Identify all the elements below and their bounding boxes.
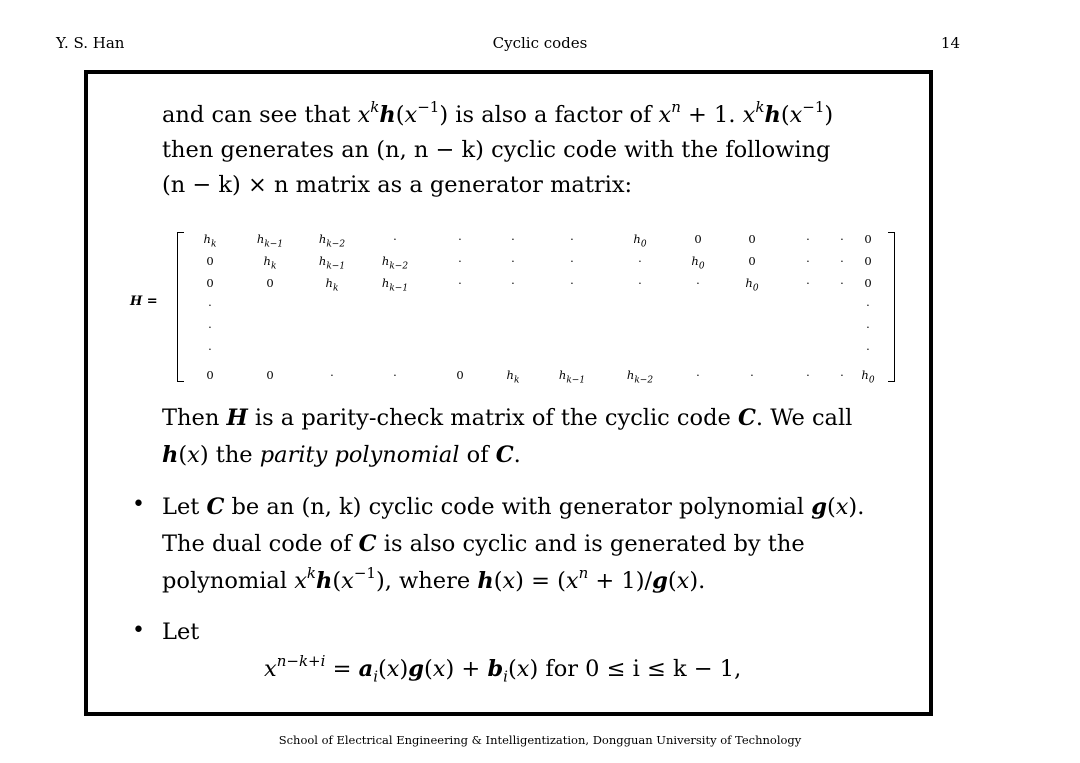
matrix-cell: 0 <box>266 276 274 290</box>
matrix-label: H = <box>130 294 158 309</box>
matrix-cell: $h_{k-2}$ <box>626 368 654 386</box>
bullet-icon: • <box>132 492 145 517</box>
footer-affiliation: School of Electrical Engineering & Intelligentization, Dongguan University of Technology <box>278 733 802 747</box>
matrix-row <box>190 232 890 254</box>
matrix-cell: · <box>511 276 515 290</box>
matrix-cell: · <box>750 368 754 382</box>
matrix-cell: $h_0$ <box>633 232 647 250</box>
bullet-2-formula: $x^{n-k+i} = a_i(x)g(x) + b_i(x)$ for 0 ≤ i ≤ k − 1, <box>264 651 742 686</box>
matrix-cell: 0 <box>206 254 214 268</box>
matrix-cell: · <box>638 276 642 290</box>
matrix-cell: 0 <box>864 276 872 290</box>
matrix-cell: $h_k$ <box>325 276 339 294</box>
matrix-cell: $h_{k-1}$ <box>381 276 409 294</box>
after-matrix-paragraph <box>162 400 902 474</box>
matrix-row <box>190 254 890 276</box>
bullet-1-text <box>162 489 902 600</box>
matrix-cell: · <box>840 232 844 246</box>
matrix-cell: · <box>511 232 515 246</box>
matrix-cell: · <box>208 342 212 356</box>
matrix-cell: · <box>458 276 462 290</box>
matrix-cell: $h_{k-1}$ <box>318 254 346 272</box>
matrix-cell: 0 <box>748 232 756 246</box>
bullet-1-line-2: The dual code of C is also cyclic and is generated by the <box>162 531 805 557</box>
matrix-cell: · <box>866 320 870 334</box>
matrix-cell: $h_{k-2}$ <box>318 232 346 250</box>
matrix-cell: $h_0$ <box>745 276 759 294</box>
page-number: 14 <box>940 34 960 52</box>
matrix-cell: 0 <box>206 276 214 290</box>
matrix-cell: 0 <box>864 254 872 268</box>
matrix-cell: · <box>330 368 334 382</box>
left-bracket <box>177 232 184 382</box>
matrix-cell: · <box>208 298 212 312</box>
after-matrix-line-1: Then H is a parity-check matrix of the cyclic code C. We call <box>162 405 853 431</box>
matrix-cell: · <box>458 254 462 268</box>
matrix-cell: · <box>840 254 844 268</box>
matrix-cell: · <box>696 276 700 290</box>
author-name: Y. S. Han <box>56 34 125 52</box>
matrix-row <box>190 368 890 390</box>
bullet-icon: • <box>132 618 145 643</box>
slide-title: Cyclic codes <box>492 34 588 52</box>
matrix-cell: 0 <box>456 368 464 382</box>
matrix-cell: $h_k$ <box>203 232 217 250</box>
matrix-cell: $h_{k-1}$ <box>558 368 586 386</box>
matrix-cell: · <box>806 276 810 290</box>
intro-paragraph <box>162 98 902 203</box>
matrix-cell: · <box>511 254 515 268</box>
matrix-cell: $h_k$ <box>263 254 277 272</box>
matrix-cell: · <box>638 254 642 268</box>
matrix-cell: $h_0$ <box>691 254 705 272</box>
bullet-1-line-3: polynomial $x^kh(x^{-1})$, where $h(x) = (x^n + 1)/g(x)$. <box>162 563 706 594</box>
matrix-cell: 0 <box>206 368 214 382</box>
matrix-cell: $h_{k-1}$ <box>256 232 284 250</box>
matrix-cell: · <box>840 368 844 382</box>
matrix-row <box>190 298 890 320</box>
matrix-cell: 0 <box>748 254 756 268</box>
bullet-1-line-1: Let C be an (n, k) cyclic code with generator polynomial g(x). <box>162 494 865 520</box>
matrix-cell: · <box>570 232 574 246</box>
matrix-cell: $h_0$ <box>861 368 875 386</box>
matrix-cell: · <box>696 368 700 382</box>
matrix-cell: · <box>806 254 810 268</box>
matrix-cell: 0 <box>694 232 702 246</box>
matrix-cell: · <box>840 276 844 290</box>
matrix-cell: · <box>866 342 870 356</box>
bullet-2-line-1: Let <box>162 619 200 645</box>
matrix-row <box>190 276 890 298</box>
matrix-cell: · <box>458 232 462 246</box>
intro-line-1: and can see that $x^kh(x^{-1})$ is also a factor of $x^n + 1$. $x^kh(x^{-1})$ <box>162 97 834 128</box>
matrix-row <box>190 320 890 342</box>
matrix-cell: · <box>393 232 397 246</box>
intro-line-3: (n − k) × n matrix as a generator matrix: <box>162 172 633 198</box>
matrix-cell: 0 <box>266 368 274 382</box>
intro-line-2: then generates an (n, n − k) cyclic code with the following <box>162 137 831 163</box>
matrix-cell: · <box>570 254 574 268</box>
matrix-cell: · <box>806 232 810 246</box>
matrix-row <box>190 342 890 364</box>
matrix-cell: $h_{k-2}$ <box>381 254 409 272</box>
matrix-cell: 0 <box>864 232 872 246</box>
after-matrix-line-2: h(x) the parity polynomial of C. <box>162 442 521 468</box>
matrix-cell: · <box>393 368 397 382</box>
bullet-2-text <box>162 614 902 688</box>
matrix-cell: · <box>866 298 870 312</box>
matrix-cell: $h_k$ <box>506 368 520 386</box>
matrix-cell: · <box>570 276 574 290</box>
matrix-cell: · <box>806 368 810 382</box>
matrix-cell: · <box>208 320 212 334</box>
parity-check-matrix <box>130 228 910 384</box>
